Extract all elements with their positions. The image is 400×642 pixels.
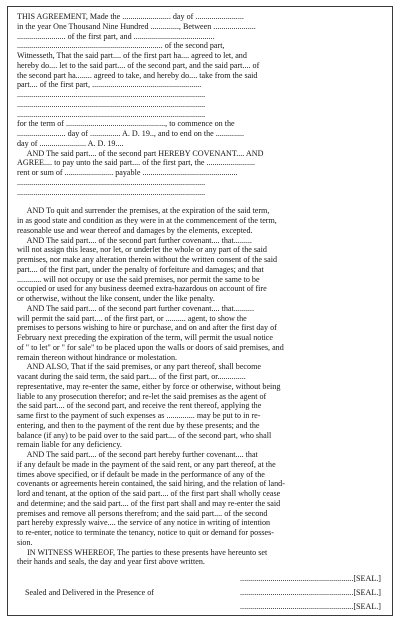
document-line: THIS AGREEMENT, Made the ........................ day of ........................ bbox=[17, 12, 244, 21]
document-line: ............ will not occupy or use the said premises, nor permit the same to be bbox=[17, 274, 260, 284]
document-line: Witnesseth, That the said part.... of the first part ha.... agreed to let, and bbox=[17, 51, 247, 60]
document-line: AND The said part.... of the second part HEREBY COVENANT.... AND bbox=[17, 148, 264, 158]
signature-row bbox=[17, 572, 383, 586]
document-line: AND To quit and surrender the premises, at the expiration of the said term, bbox=[17, 206, 270, 216]
seal-line-1: ........................................................[SEAL.] bbox=[240, 574, 381, 583]
document-line: premises and remove all persons therefrom; and the said part.... of the second bbox=[17, 508, 268, 518]
document-line: ............................................................................................. bbox=[17, 187, 206, 197]
document-line: their hands and seals, the day and year first above written. bbox=[17, 557, 205, 567]
document-line: AND ALSO, That if the said premises, or any part thereof, shall become bbox=[17, 362, 261, 372]
document-line: AND The said part.... of the second part hereby further covenant.... that bbox=[17, 450, 258, 459]
document-line: for the term of ................................................., to commence on the bbox=[17, 119, 235, 129]
document-line: rent or sum of ........................ payable ............................................... bbox=[17, 168, 238, 177]
document-line: premises to persons wishing to hire or purchase, and on and after the first day of bbox=[17, 323, 277, 333]
document-line: liable to any prosecution therefor; and re-let the said premises as the agent of bbox=[17, 391, 267, 401]
document-line: remain liable for any deficiency. bbox=[17, 440, 122, 450]
document-line: the said part.... of the second part, and receive the rent thereof, applying the bbox=[17, 401, 262, 411]
document-line: AND The said part.... of the second part further covenant.... that......... bbox=[17, 235, 252, 245]
document-line: ............................................................................................. bbox=[17, 90, 206, 99]
document-line: February next preceding the expiration of the term, will permit the usual notice bbox=[17, 333, 273, 342]
document-line: balance (if any) to be paid over to the said part.... of the second part, who shall bbox=[17, 430, 272, 440]
agreement-opening bbox=[17, 12, 383, 197]
document-line: part.... of the first part, ...................................................... bbox=[17, 80, 202, 90]
document-line: of " to let" or " for sale" to be placed upon the walls or doors of said premises, and bbox=[17, 342, 284, 352]
document-line: part.... of the first part, under the penalty of forfeiture and damages; and that bbox=[17, 264, 264, 274]
document-line: occupied or used for any business deemed extra-hazardous on account of fire bbox=[17, 284, 267, 294]
document-line: times above specified, or if default be made in the performance of any of the bbox=[17, 469, 265, 479]
document-line: ........................................................................ of the second part, bbox=[17, 41, 225, 51]
document-line: ........................ day of ............... A. D. 19.., and to end on the .............. bbox=[17, 129, 245, 138]
document-line: same first to the payment of such expenses as .............. may be put to in re- bbox=[17, 411, 261, 420]
agreement-covenants bbox=[17, 206, 383, 567]
document-line: entering, and then to the payment of the rent due by these presents; and the bbox=[17, 420, 260, 430]
document-line: vacant during the said term, the said part.... of the first part, or.............. bbox=[17, 372, 246, 381]
document-line: if any default be made in the payment of the said rent, or any part thereof, at the bbox=[17, 459, 276, 469]
document-line: remain thereon without hindrance or molestation. bbox=[17, 352, 178, 362]
signature-block bbox=[17, 572, 383, 614]
document-line: sion. bbox=[17, 537, 33, 547]
signature-row bbox=[17, 600, 383, 614]
document-line: ............................................................................................. bbox=[17, 177, 206, 187]
document-line: reasonable use and wear thereof and damages by the elements, excepted. bbox=[17, 225, 253, 235]
document-line: covenants or agreements herein contained, the said hiring, and the relation of land- bbox=[17, 479, 285, 489]
document-line: AND The said part.... of the second part further covenant.... that.......... bbox=[17, 303, 254, 313]
document-line: ............................................................................................. bbox=[17, 99, 206, 109]
document-line: will not assign this lease, nor let, or underlet the whole or any part of the said bbox=[17, 245, 267, 255]
document-line: hereby do.... let to the said part.... of the second part, and the said part.... of bbox=[17, 60, 260, 70]
document-line: in as good state and condition as they were in at the commencement of the term, bbox=[17, 216, 277, 225]
sealed-delivered-label: Sealed and Delivered in the Presence of bbox=[25, 588, 154, 597]
seal-line-2: ........................................................[SEAL.] bbox=[240, 588, 381, 597]
document-line: day of ....................... A. D. 19.... bbox=[17, 138, 124, 148]
document-line: ........................ of the first part, and ........................................ bbox=[17, 31, 215, 41]
document-line: representative, may re-enter the same, either by force or otherwise, without being bbox=[17, 381, 281, 391]
document-line: premises, nor make any alteration therein without the written consent of the said bbox=[17, 255, 278, 264]
document-line: and determine; and the said part.... of the first part shall and may re-enter the said bbox=[17, 498, 281, 508]
document-line: the second part ha........ agreed to take, and hereby do.... take from the said bbox=[17, 70, 258, 80]
seal-line-3: ........................................................[SEAL.] bbox=[240, 602, 381, 611]
signature-row bbox=[17, 586, 383, 600]
document-line: in the year One Thousand Nine Hundred .............., Between ..................... bbox=[17, 21, 256, 31]
document-line: lord and tenant, at the option of the said part.... of the first part shall wholly cease bbox=[17, 489, 281, 498]
document-line: AGREE.... to pay unto the said part.... of the first part, the ........................ bbox=[17, 158, 256, 168]
document-line: or otherwise, without the like consent, under the like penalty. bbox=[17, 294, 215, 303]
document-line: ............................................................................................. bbox=[17, 109, 206, 119]
document-line: to re-enter, notice to terminate the tenancy, notice to quit or demand for posses- bbox=[17, 528, 274, 537]
document-line: IN WITNESS WHEREOF, The parties to these presents have hereunto set bbox=[17, 547, 268, 557]
document-line: part hereby expressly waive.... the service of any notice in writing of intention bbox=[17, 518, 271, 528]
document-line: will permit the said part.... of the first part, or .......... agent, to show the bbox=[17, 313, 247, 323]
agreement-document bbox=[7, 6, 393, 616]
